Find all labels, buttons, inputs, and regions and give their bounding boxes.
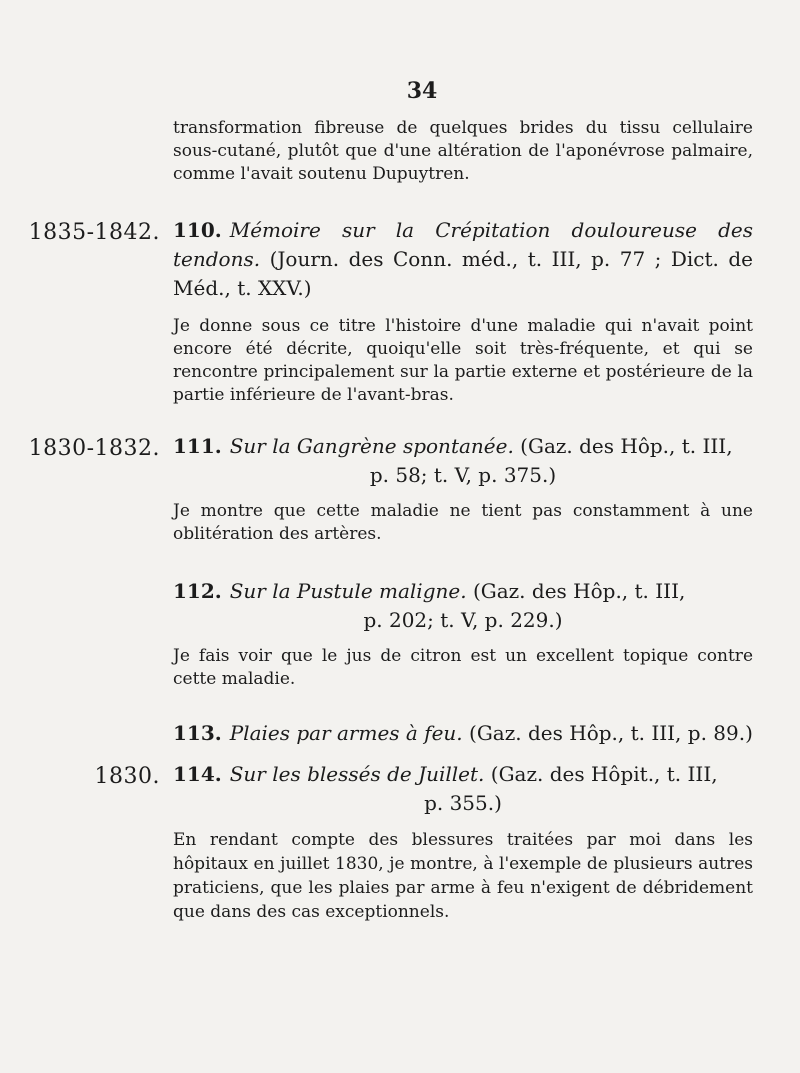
entry-reference: (Journ. des Conn. méd., t. III, p. 77 ; Dict. de Méd., t. XXV.) [173, 247, 754, 300]
margin-date-110: 1835-1842. [28, 220, 160, 245]
entry-number: 111. [173, 434, 222, 458]
entry-title: Sur la Gangrène spontanée. [229, 434, 514, 458]
entry-111 [173, 432, 753, 546]
entry-description: Je fais voir que le jus de citron est un excellent topique contre cette maladie. [173, 646, 753, 689]
entry-112 [173, 577, 753, 691]
entry-110 [173, 216, 753, 407]
entry-title: Sur les blessés de Juillet. [229, 762, 485, 786]
entry-heading [173, 719, 753, 748]
entry-heading [173, 432, 753, 490]
entry-title: Sur la Pustule maligne. [229, 579, 467, 603]
entry-number: 112. [173, 579, 222, 603]
entry-title: Mémoire sur la Crépitation douloureuse des tendons. [173, 218, 753, 271]
entry-number: 110. [173, 218, 222, 242]
entry-114 [173, 760, 753, 924]
entry-reference-continued: p. 202; t. V, p. 229.) [363, 608, 563, 632]
page-number: 34 [406, 78, 438, 104]
intro-paragraph: transformation fibreuse de quelques brides du tissu cellulaire sous-cutané, plutôt que d'une altération de l'aponévrose palmaire, comme l'avait soutenu Dupuytren. [173, 118, 753, 184]
entry-heading [173, 216, 753, 303]
intro-block [173, 117, 753, 186]
entry-reference-continued: p. 58; t. V, p. 375.) [369, 463, 557, 487]
margin-date-111: 1830-1832. [28, 436, 160, 461]
entry-description: En rendant compte des blessures traitées par moi dans les hôpitaux en juillet 1830, je montre, à l'exemple de plusieurs autres praticiens, que les plaies par arme à feu n'exigent de débridement que dans des cas exceptionnels. [173, 830, 753, 922]
entry-reference: (Gaz. des Hôp., t. III, p. 89.) [469, 721, 753, 745]
entry-description: Je montre que cette maladie ne tient pas constamment à une oblitération des artères. [173, 501, 753, 544]
entry-reference: (Gaz. des Hôp., t. III, [472, 579, 686, 603]
entry-heading [173, 577, 753, 635]
entry-reference-continued: p. 355.) [424, 791, 502, 815]
entry-reference: (Gaz. des Hôpit., t. III, [490, 762, 718, 786]
margin-date-114: 1830. [94, 764, 160, 789]
entry-reference: (Gaz. des Hôp., t. III, [520, 434, 733, 458]
entry-number: 113. [173, 721, 222, 745]
entry-description: Je donne sous ce titre l'histoire d'une maladie qui n'avait point encore été décrite, quoiqu'elle soit très-fréquente, et qui se rencontre principalement sur la partie externe et postérieure de la partie inférieure de l'avant-bras. [173, 316, 753, 405]
entry-title: Plaies par armes à feu. [229, 721, 463, 745]
entry-113 [173, 719, 753, 748]
entry-number: 114. [173, 762, 222, 786]
entry-heading [173, 760, 753, 818]
